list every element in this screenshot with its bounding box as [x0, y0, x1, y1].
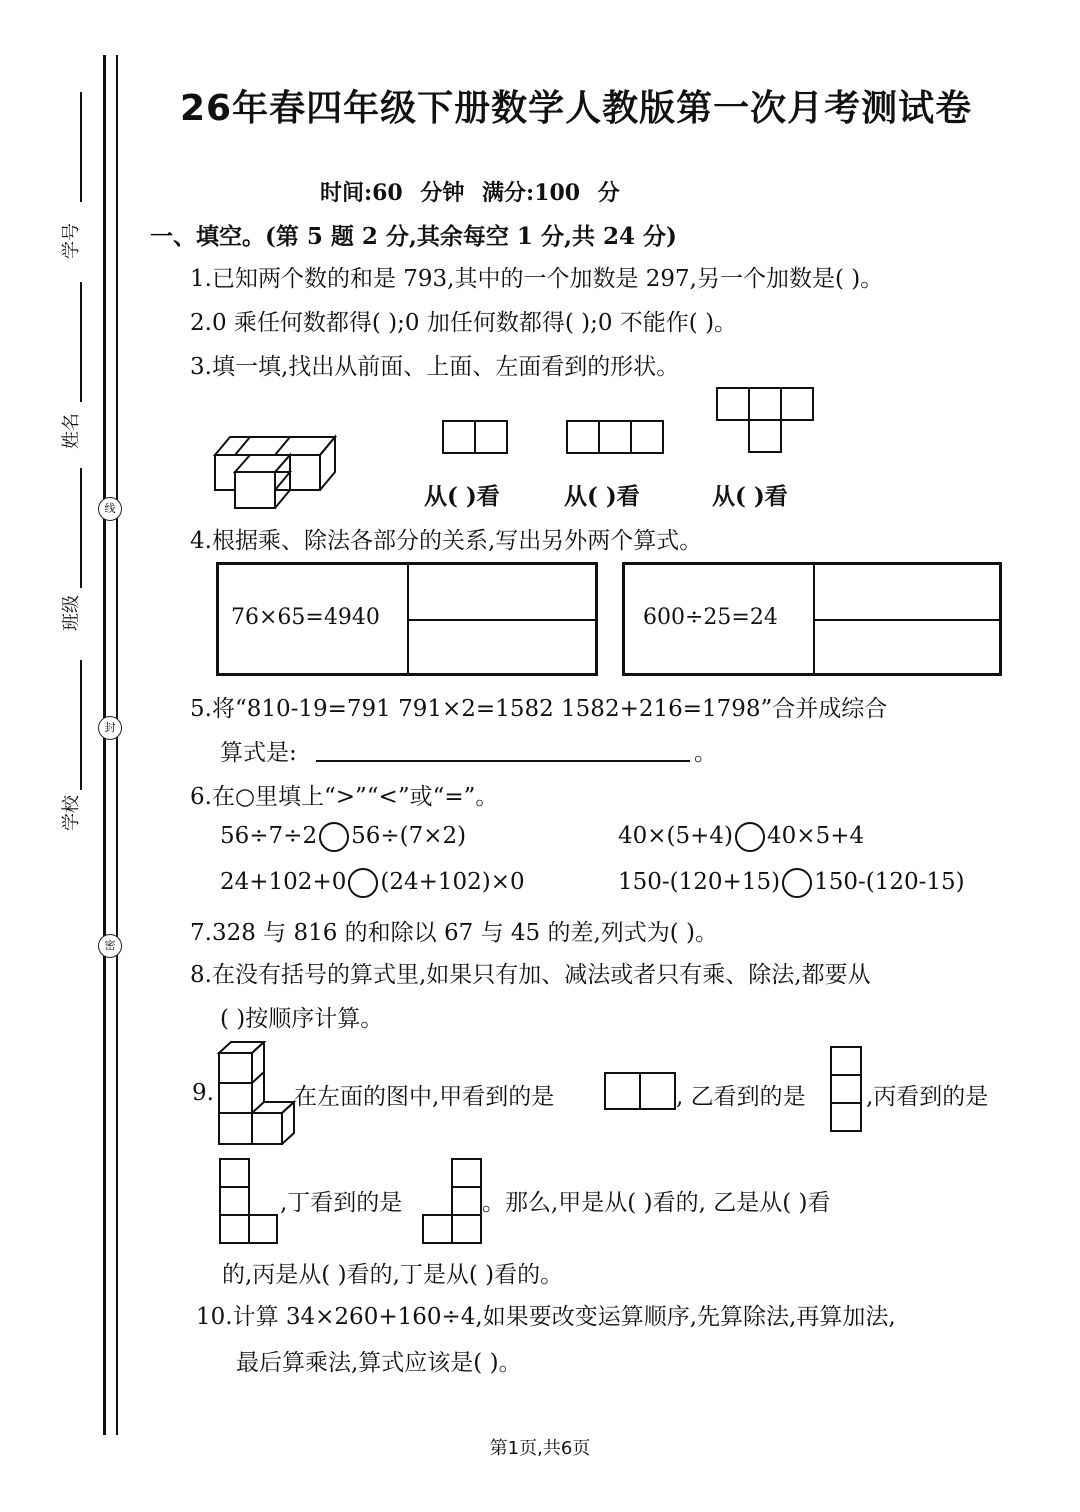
question-5-answer-label: 算式是: — [220, 740, 297, 766]
q6-item-3 — [220, 868, 525, 898]
q6-item-1-left: 56÷7÷2 — [220, 823, 318, 849]
q3-view-two-squares — [442, 420, 508, 454]
margin-fill-line — [80, 282, 82, 402]
q9-cube-figure — [216, 1040, 298, 1146]
q6-item-2-right: 40×5+4 — [767, 823, 865, 849]
margin-label-class: 班级 — [61, 595, 82, 631]
margin-label-student-id: 学号 — [61, 223, 82, 259]
q6-item-3-left: 24+102+0 — [220, 869, 347, 895]
q6-item-2 — [618, 822, 864, 852]
q9-view-jia — [604, 1072, 676, 1110]
q3-view-label-3: 从( )看 — [712, 483, 788, 510]
question-8-line-2: ( )按顺序计算。 — [220, 1006, 384, 1032]
question-1: 1.已知两个数的和是 793,其中的一个加数是 297,另一个加数是( )。 — [190, 266, 884, 292]
margin-fill-line — [80, 468, 82, 588]
q4-equation-1: 76×65=4940 — [231, 605, 380, 630]
margin-label-school: 学校 — [61, 795, 82, 831]
q6-item-1 — [220, 822, 466, 852]
q3-view-label-1: 从( )看 — [424, 483, 500, 510]
seal-xian: 线 — [98, 497, 122, 521]
q9-view-ding — [422, 1158, 482, 1244]
question-10: 10.计算 34×260+160÷4,如果要改变运算顺序,先算除法,再算加法, — [196, 1304, 896, 1330]
q9-text-1: 在左面的图中,甲看到的是 — [294, 1084, 555, 1110]
compare-circle[interactable] — [319, 822, 349, 852]
compare-circle[interactable] — [348, 868, 378, 898]
q4-box-1 — [216, 562, 598, 676]
q6-item-2-left: 40×(5+4) — [618, 823, 734, 849]
q9-view-yi — [830, 1046, 862, 1132]
q3-view-label-2: 从( )看 — [564, 483, 640, 510]
q6-item-4-left: 150-(120+15) — [618, 869, 781, 895]
question-4: 4.根据乘、除法各部分的关系,写出另外两个算式。 — [190, 528, 703, 554]
seal-feng: 封 — [98, 716, 122, 740]
q9-text-2: , 乙看到的是 — [676, 1084, 806, 1110]
page-footer: 第1页,共6页 — [489, 1438, 591, 1459]
q6-item-4-right: 150-(120-15) — [814, 869, 965, 895]
section-heading: 一、填空。(第 5 题 2 分,其余每空 1 分,共 24 分) — [150, 223, 677, 250]
q5-answer-line[interactable] — [316, 760, 690, 762]
question-7: 7.328 与 816 的和除以 67 与 45 的差,列式为( )。 — [190, 920, 719, 946]
q9-text-4: ,丁看到的是 — [280, 1190, 403, 1216]
q9-line-3: 的,丙是从( )看的,丁是从( )看的。 — [222, 1262, 564, 1288]
q4-box-2 — [622, 562, 1002, 676]
q3-view-t-shape — [716, 387, 814, 453]
compare-circle[interactable] — [735, 822, 765, 852]
question-2: 2.0 乘任何数都得( );0 加任何数都得( );0 不能作( )。 — [190, 310, 738, 336]
margin-fill-line — [80, 92, 82, 202]
binding-line — [103, 55, 106, 1435]
seal-mi: 密 — [98, 934, 122, 958]
q6-item-4 — [618, 868, 965, 898]
q6-item-1-right: 56÷(7×2) — [351, 823, 467, 849]
question-9-number: 9. — [192, 1080, 214, 1106]
q6-item-3-right: (24+102)×0 — [380, 869, 525, 895]
margin-label-name: 姓名 — [61, 413, 82, 449]
question-5: 5.将“810-19=791 791×2=1582 1582+216=1798”合并成综合 — [190, 696, 888, 722]
q4-equation-2: 600÷25=24 — [643, 605, 778, 630]
margin-fill-line — [80, 660, 82, 790]
binding-line-thin — [116, 55, 118, 1435]
question-10-line-2: 最后算乘法,算式应该是( )。 — [236, 1350, 522, 1376]
q3-view-three-squares — [566, 420, 664, 454]
q9-text-3: ,丙看到的是 — [866, 1084, 989, 1110]
question-8: 8.在没有括号的算式里,如果只有加、减法或者只有乘、除法,都要从 — [190, 962, 871, 988]
q9-view-bing — [219, 1158, 279, 1244]
q5-period: 。 — [694, 740, 717, 766]
q9-text-5: 。那么,甲是从( )看的, 乙是从( )看 — [482, 1190, 831, 1216]
question-3: 3.填一填,找出从前面、上面、左面看到的形状。 — [190, 354, 680, 380]
page-title: 26年春四年级下册数学人教版第一次月考测试卷 — [180, 88, 973, 129]
question-6: 6.在○里填上“>”“<”或“=”。 — [190, 784, 499, 810]
q3-cube-figure — [210, 415, 340, 515]
compare-circle[interactable] — [782, 868, 812, 898]
exam-meta: 时间:60 分钟 满分:100 分 — [320, 180, 620, 206]
